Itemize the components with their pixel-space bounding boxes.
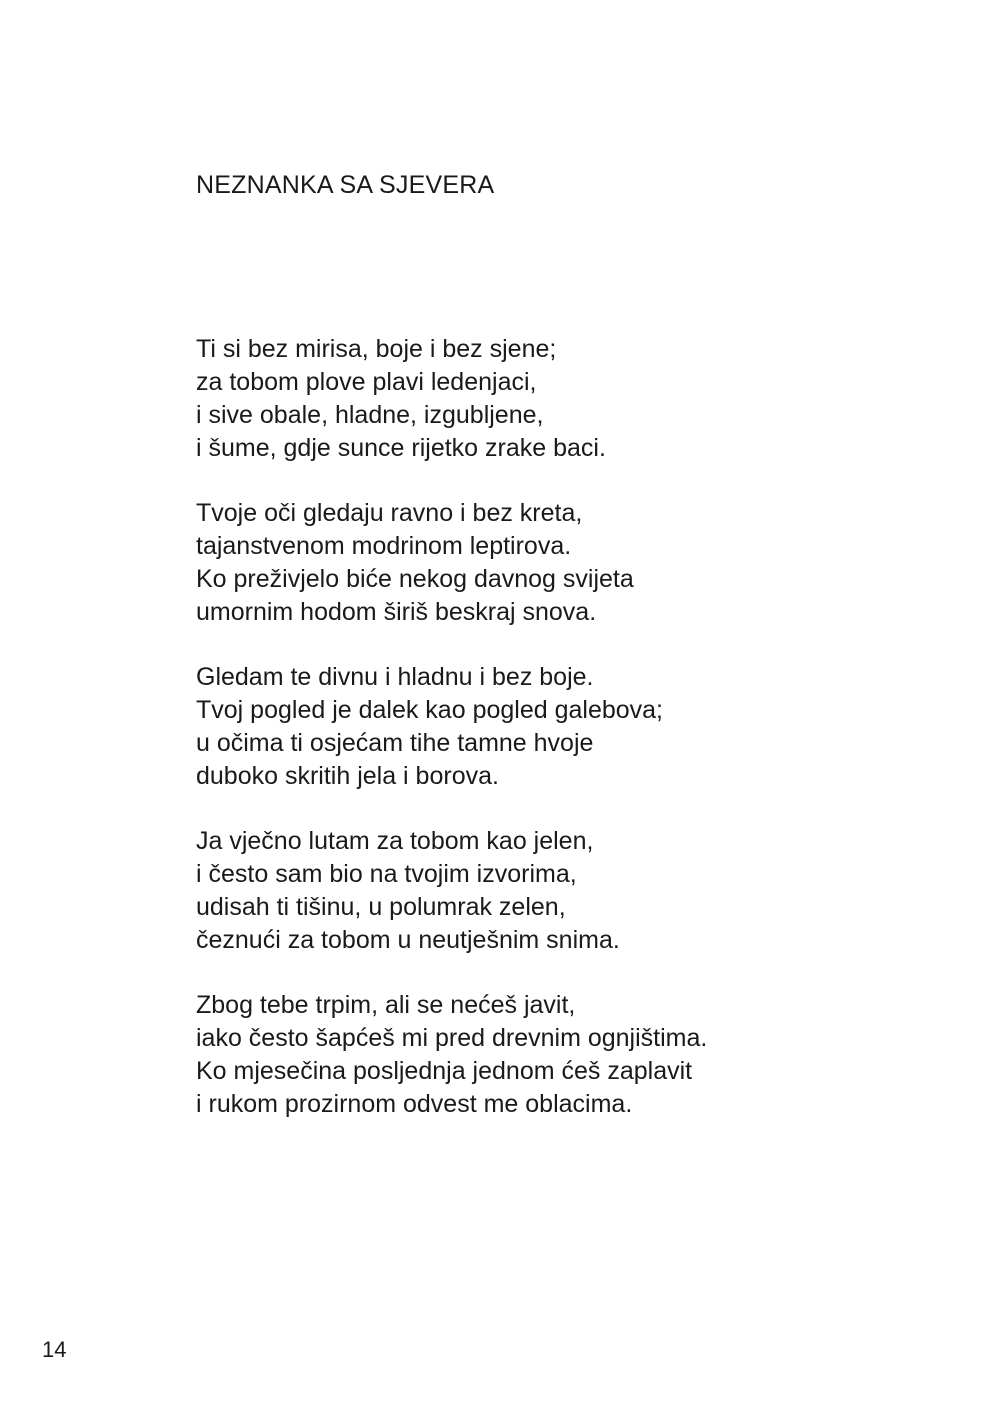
- stanza-5: [196, 989, 896, 1121]
- poem-body: [196, 333, 896, 1153]
- stanza-3: [196, 661, 896, 793]
- poem-line: Zbog tebe trpim, ali se nećeš javit,: [196, 991, 576, 1019]
- stanza-2: [196, 497, 896, 629]
- poem-line: Gledam te divnu i hladnu i bez boje.: [196, 663, 594, 691]
- poem-line: Ti si bez mirisa, boje i bez sjene;: [196, 335, 557, 363]
- poem-line: udisah ti tišinu, u polumrak zelen,: [196, 893, 566, 921]
- page-number: 14: [42, 1337, 67, 1362]
- poem-line: Tvoj pogled je dalek kao pogled galebova;: [196, 696, 664, 724]
- poem-line: Ko preživjelo biće nekog davnog svijeta: [196, 565, 634, 593]
- poem-line: u očima ti osjećam tihe tamne hvoje: [196, 729, 594, 757]
- poem-line: za tobom plove plavi ledenjaci,: [196, 368, 537, 396]
- poem-line: i rukom prozirnom odvest me oblacima.: [196, 1090, 633, 1118]
- stanza-1: [196, 333, 896, 465]
- poem-line: i često sam bio na tvojim izvorima,: [196, 860, 577, 888]
- poem-line: i šume, gdje sunce rijetko zrake baci.: [196, 434, 606, 462]
- stanza-4: [196, 825, 896, 957]
- poem-line: i sive obale, hladne, izgubljene,: [196, 401, 544, 429]
- poem-line: Ja vječno lutam za tobom kao jelen,: [196, 827, 594, 855]
- poem-line: Tvoje oči gledaju ravno i bez kreta,: [196, 499, 583, 527]
- poem-line: tajanstvenom modrinom leptirova.: [196, 532, 572, 560]
- poem-line: umornim hodom širiš beskraj snova.: [196, 598, 597, 626]
- poem-line: duboko skritih jela i borova.: [196, 762, 499, 790]
- poem-line: Ko mjesečina posljednja jednom ćeš zaplavit: [196, 1057, 693, 1085]
- poem-line: čeznući za tobom u neutješnim snima.: [196, 926, 620, 954]
- poem-title: NEZNANKA SA SJEVERA: [196, 171, 495, 199]
- poem-line: iako često šapćeš mi pred drevnim ognjištima.: [196, 1024, 708, 1052]
